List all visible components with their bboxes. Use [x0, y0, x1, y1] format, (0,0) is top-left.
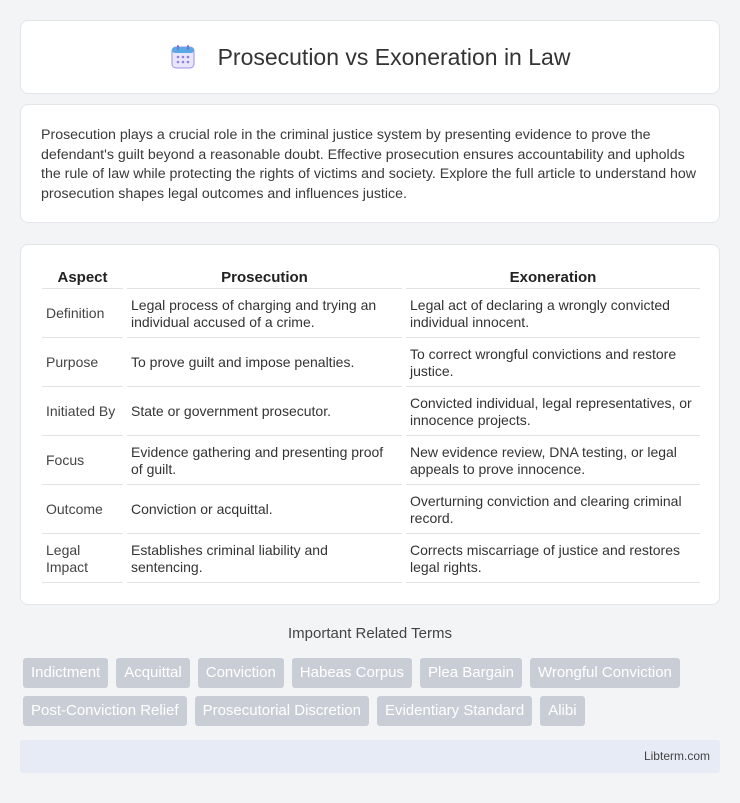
title-card: [20, 20, 720, 94]
table-row: [42, 438, 700, 485]
page-title: Prosecution vs Exoneration in Law: [217, 43, 571, 70]
tag-alibi[interactable]: Alibi: [540, 696, 584, 726]
footer: [20, 740, 720, 773]
table-row: [42, 340, 700, 387]
row-aspect: Initiated By: [42, 389, 123, 436]
tag-indictment[interactable]: Indictment: [23, 658, 108, 688]
row-exoneration: To correct wrongful convictions and restore justice.: [406, 340, 700, 387]
header-prosecution: Prosecution: [127, 267, 402, 289]
row-prosecution: Evidence gathering and presenting proof of guilt.: [127, 438, 402, 485]
row-exoneration: New evidence review, DNA testing, or legal appeals to prove innocence.: [406, 438, 700, 485]
tag-post-conviction-relief[interactable]: Post-Conviction Relief: [23, 696, 187, 726]
row-aspect: Outcome: [42, 487, 123, 534]
tag-row: [23, 658, 723, 688]
comparison-table: [38, 265, 704, 585]
tag-habeas-corpus[interactable]: Habeas Corpus: [292, 658, 412, 688]
table-header-row: [42, 267, 700, 289]
comparison-card: [20, 244, 720, 605]
table-row: [42, 487, 700, 534]
table-row: [42, 291, 700, 338]
related-terms-tags: [23, 658, 723, 734]
intro-card: [20, 104, 720, 223]
row-aspect: Definition: [42, 291, 123, 338]
row-prosecution: Establishes criminal liability and sentencing.: [127, 536, 402, 583]
row-exoneration: Corrects miscarriage of justice and restores legal rights.: [406, 536, 700, 583]
table-row: [42, 389, 700, 436]
tag-plea-bargain[interactable]: Plea Bargain: [420, 658, 522, 688]
table-row: [42, 536, 700, 583]
row-aspect: Legal Impact: [42, 536, 123, 583]
tag-conviction[interactable]: Conviction: [198, 658, 284, 688]
tag-prosecutorial-discretion[interactable]: Prosecutorial Discretion: [195, 696, 369, 726]
calendar-icon: [170, 44, 196, 70]
tag-wrongful-conviction[interactable]: Wrongful Conviction: [530, 658, 680, 688]
footer-site-link[interactable]: Libterm.com: [643, 749, 710, 763]
tag-acquittal[interactable]: Acquittal: [116, 658, 190, 688]
header-exoneration: Exoneration: [406, 267, 700, 289]
row-aspect: Focus: [42, 438, 123, 485]
row-prosecution: Conviction or acquittal.: [127, 487, 402, 534]
row-exoneration: Convicted individual, legal representatives, or innocence projects.: [406, 389, 700, 436]
row-prosecution: Legal process of charging and trying an individual accused of a crime.: [127, 291, 402, 338]
row-exoneration: Legal act of declaring a wrongly convicted individual innocent.: [406, 291, 700, 338]
row-aspect: Purpose: [42, 340, 123, 387]
row-prosecution: To prove guilt and impose penalties.: [127, 340, 402, 387]
tag-evidentiary-standard[interactable]: Evidentiary Standard: [377, 696, 532, 726]
tag-row: [23, 696, 723, 726]
row-prosecution: State or government prosecutor.: [127, 389, 402, 436]
intro-paragraph: Prosecution plays a crucial role in the criminal justice system by presenting evidence to prove the defendant's guilt beyond a reasonable doubt. Effective prosecution ensures accountability and upholds the rule of law while protecting the rights of victims and society. Explore the full article to understand how prosecution shapes legal outcomes and influences justice.: [41, 127, 697, 202]
related-terms-title: Important Related Terms: [288, 625, 452, 642]
row-exoneration: Overturning conviction and clearing criminal record.: [406, 487, 700, 534]
header-aspect: Aspect: [42, 267, 123, 289]
